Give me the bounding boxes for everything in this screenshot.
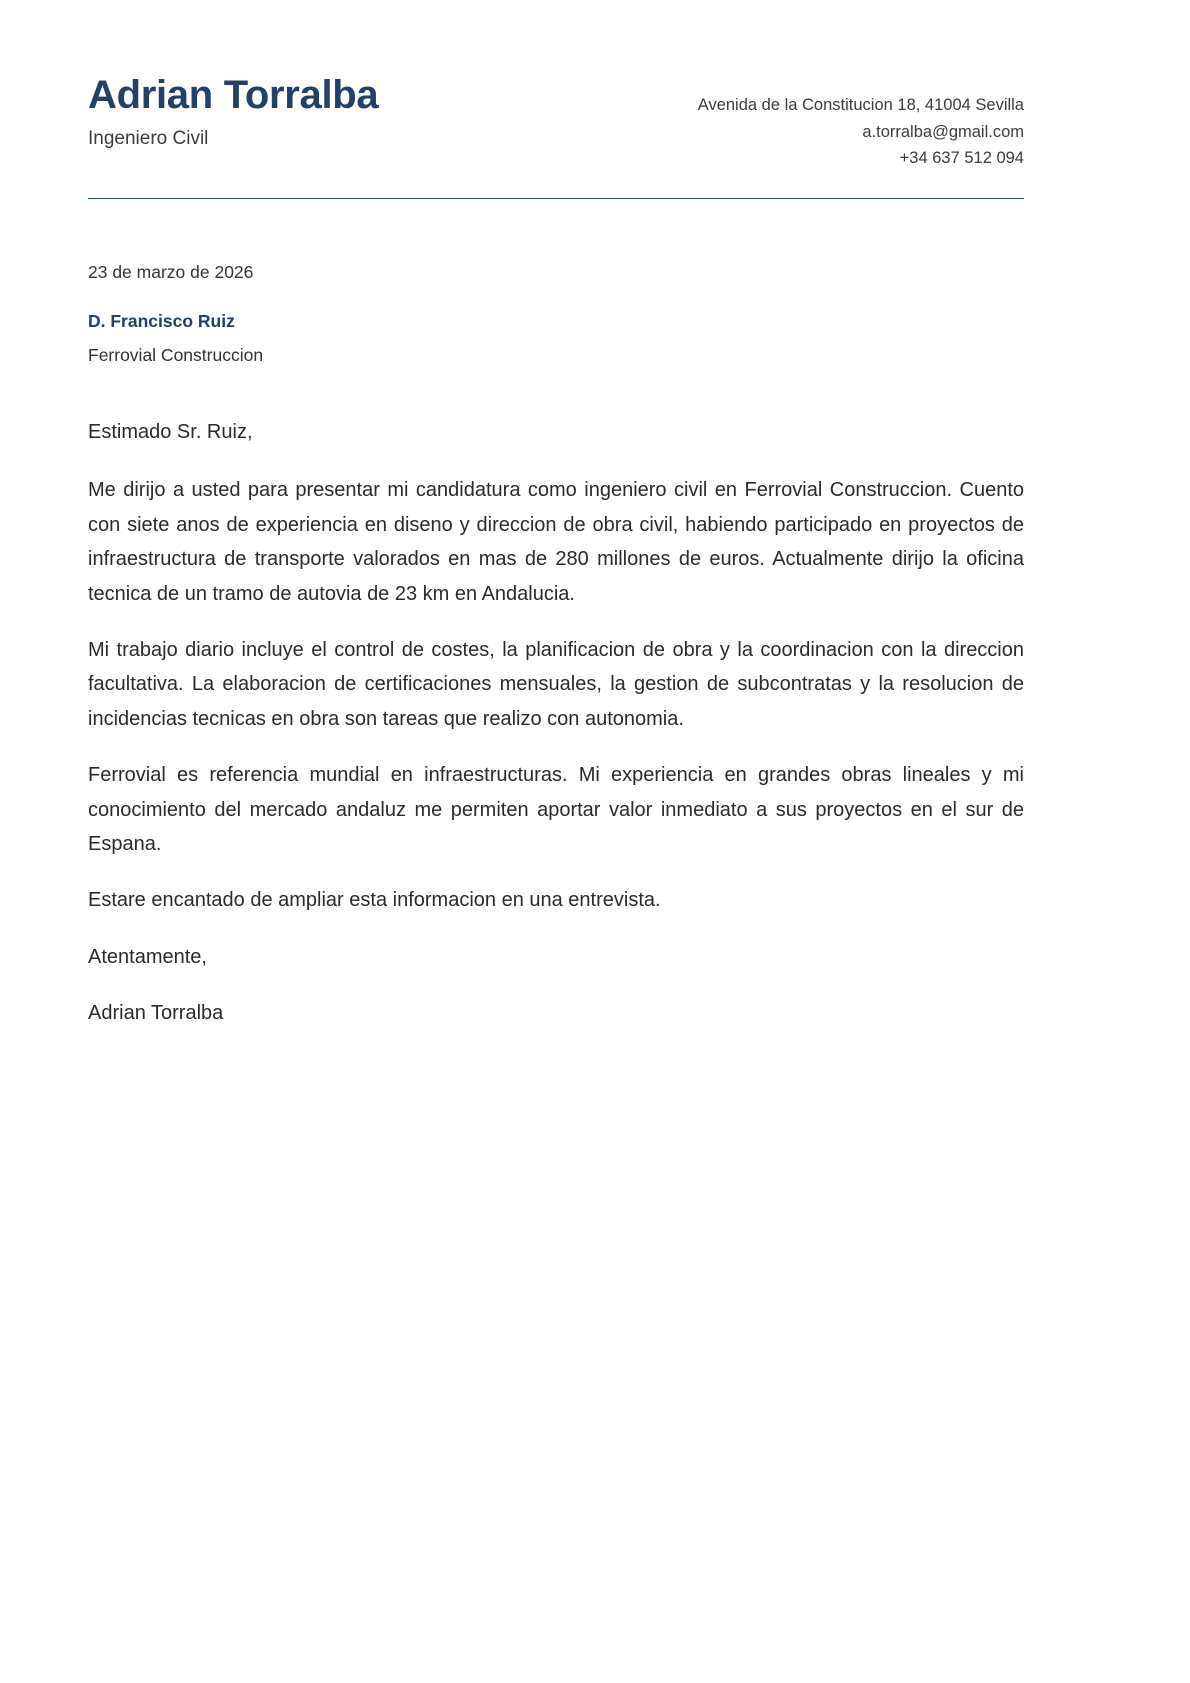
recipient-company: Ferrovial Construccion (88, 344, 264, 365)
letter-content-area (88, 0, 1024, 1030)
body-paragraph-1: Me dirijo a usted para presentar mi candidatura como ingeniero civil en Ferrovial Construccion. Cuento con siete anos de experiencia en diseno y direccion de obra civil, habiendo participado en proyectos de infraestructura de transporte valorados en mas de 280 millones de euros. Actualmente dirijo la oficina tecnica de un tramo de autovia de 23 km en Andalucia. (88, 479, 1024, 605)
letter-date: 23 de marzo de 2026 (88, 262, 254, 283)
body-paragraph-4: Estare encantado de ampliar esta informacion en una entrevista. (88, 889, 661, 912)
identity-block (88, 72, 378, 151)
letter-header (88, 0, 1024, 172)
contact-address: Avenida de la Constitucion 18, 41004 Sevilla (697, 96, 1024, 114)
body-paragraph-2: Mi trabajo diario incluye el control de costes, la planificacion de obra y la coordinacion con la direccion facultativa. La elaboracion de certificaciones mensuales, la gestion de subcontratas y la resolucion de incidencias tecnicas en obra son tareas que realizo con autonomia. (88, 638, 1024, 730)
letter-meta-block (88, 261, 1024, 366)
letter-body (88, 418, 1024, 1030)
body-paragraph-3: Ferrovial es referencia mundial en infraestructuras. Mi experiencia en grandes obras lineales y mi conocimiento del mercado andaluz me permiten aportar valor inmediato a sus proyectos en el sur de Espana. (88, 764, 1024, 855)
applicant-name: Adrian Torralba (88, 73, 379, 117)
contact-block (698, 72, 1024, 172)
header-divider (88, 198, 1024, 199)
applicant-job-title: Ingeniero Civil (88, 128, 209, 150)
closing-line: Atentamente, (88, 945, 207, 968)
salutation: Estimado Sr. Ruiz, (88, 421, 253, 444)
signature-name: Adrian Torralba (88, 1002, 224, 1025)
recipient-name: D. Francisco Ruiz (88, 310, 235, 331)
contact-phone[interactable]: +34 637 512 094 (899, 149, 1024, 168)
contact-email[interactable]: a.torralba@gmail.com (862, 122, 1024, 141)
